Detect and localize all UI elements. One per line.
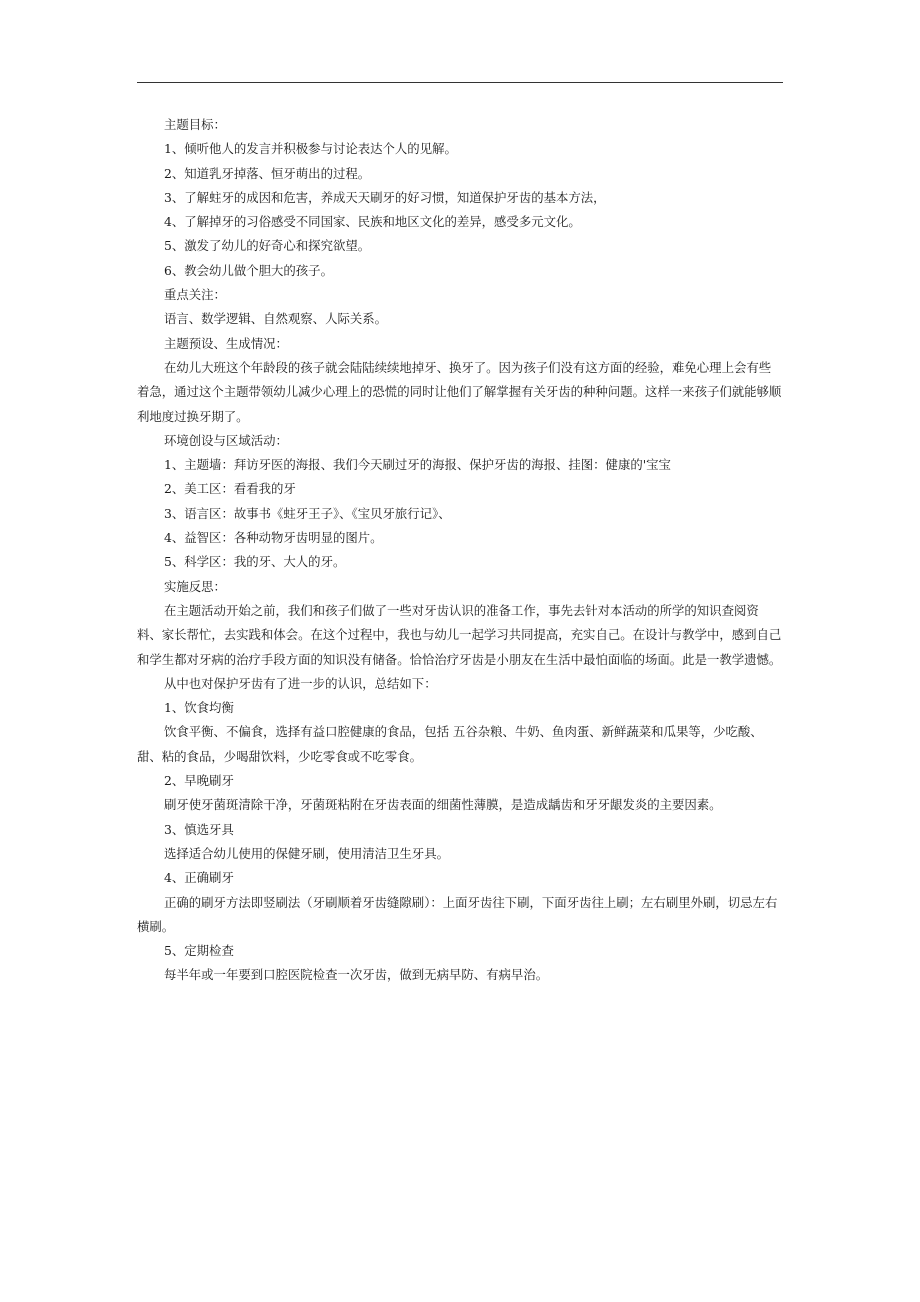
document-body — [137, 113, 783, 988]
env-item-5: 5、科学区：我的牙、大人的牙。 — [164, 554, 346, 570]
tip-heading-5: 5、定期检查 — [164, 943, 234, 959]
tip-text-5: 每半年或一年要到口腔医院检查一次牙齿，做到无病早防、有病早治。 — [164, 967, 549, 983]
heading-environment: 环境创设与区域活动： — [164, 432, 288, 448]
heading-goals: 主题目标： — [164, 117, 226, 132]
tip-text-4: 正确的刷牙方法即竖刷法（牙刷顺着牙齿缝隙刷）：上面牙齿往下刷，下面牙齿往上刷；左右刷里外刷，切忌左右横刷。 — [137, 894, 778, 934]
goal-item-6: 6、教会幼儿做个胆大的孩子。 — [164, 262, 333, 278]
env-item-2: 2、美工区：看看我的牙 — [164, 481, 296, 497]
preset-paragraph: 在幼儿大班这个年龄段的孩子就会陆陆续续地掉牙、换牙了。因为孩子们没有这方面的经验，难免心理上会有些着急，通过这个主题带领幼儿减少心理上的恐慌的同时让他们了解掌握有关牙齿的种种问题。这样一来孩子们就能够顺利地度过换牙期了。 — [137, 359, 782, 424]
heading-focus: 重点关注： — [164, 287, 226, 303]
env-item-3: 3、语言区：故事书《蛀牙王子》、《宝贝牙旅行记》、 — [164, 505, 451, 521]
summary-intro: 从中也对保护牙齿有了进一步的认识，总结如下： — [164, 675, 437, 691]
goal-item-3: 3、了解蛀牙的成因和危害，养成天天刷牙的好习惯，知道保护牙齿的基本方法， — [164, 189, 606, 205]
tip-text-1: 饮食平衡、不偏食，选择有益口腔健康的食品，包括 五谷杂粮、牛奶、鱼肉蛋、新鲜蔬菜和瓜果等，少吃酸、甜、粘的食品，少喝甜饮料，少吃零食或不吃零食。 — [137, 724, 763, 764]
goal-item-5: 5、激发了幼儿的好奇心和探究欲望。 — [164, 238, 371, 254]
env-item-4: 4、益智区：各种动物牙齿明显的图片。 — [164, 530, 383, 546]
tip-text-3: 选择适合幼儿使用的保健牙刷，使用清洁卫生牙具。 — [164, 845, 449, 861]
tip-heading-2: 2、早晚刷牙 — [164, 773, 234, 789]
tip-heading-3: 3、慎选牙具 — [164, 821, 234, 837]
heading-reflection: 实施反思： — [164, 578, 226, 594]
tip-heading-4: 4、正确刷牙 — [164, 870, 234, 886]
tip-heading-1: 1、饮食均衡 — [164, 700, 234, 716]
tip-text-2: 刷牙使牙菌斑清除干净，牙菌斑粘附在牙齿表面的细菌性薄膜，是造成龋齿和牙牙龈发炎的主要因素。 — [164, 797, 722, 813]
goal-item-2: 2、知道乳牙掉落、恒牙萌出的过程。 — [164, 165, 371, 181]
reflection-paragraph: 在主题活动开始之前，我们和孩子们做了一些对牙齿认识的准备工作，事先去针对本活动的所学的知识查阅资料、家长帮忙，去实践和体会。在这个过程中，我也与幼儿一起学习共同提高，充实自己。在设计与教学中，感到自己和学生都对牙病的治疗手段方面的知识没有储备。恰恰治疗牙齿是小朋友在生活中最怕面临的场面。此是一教学遗憾。 — [137, 602, 782, 667]
goal-item-1: 1、倾听他人的发言并积极参与讨论表达个人的见解。 — [164, 141, 457, 157]
goal-item-4: 4、了解掉牙的习俗感受不同国家、民族和地区文化的差异，感受多元文化。 — [164, 214, 581, 230]
focus-text: 语言、数学逻辑、自然观察、人际关系。 — [164, 311, 388, 327]
heading-preset: 主题预设、生成情况： — [164, 335, 288, 351]
env-item-1: 1、主题墙：拜访牙医的海报、我们今天刷过牙的海报、保护牙齿的海报、挂图：健康的'宝宝 — [164, 457, 671, 473]
header-rule — [137, 82, 783, 83]
